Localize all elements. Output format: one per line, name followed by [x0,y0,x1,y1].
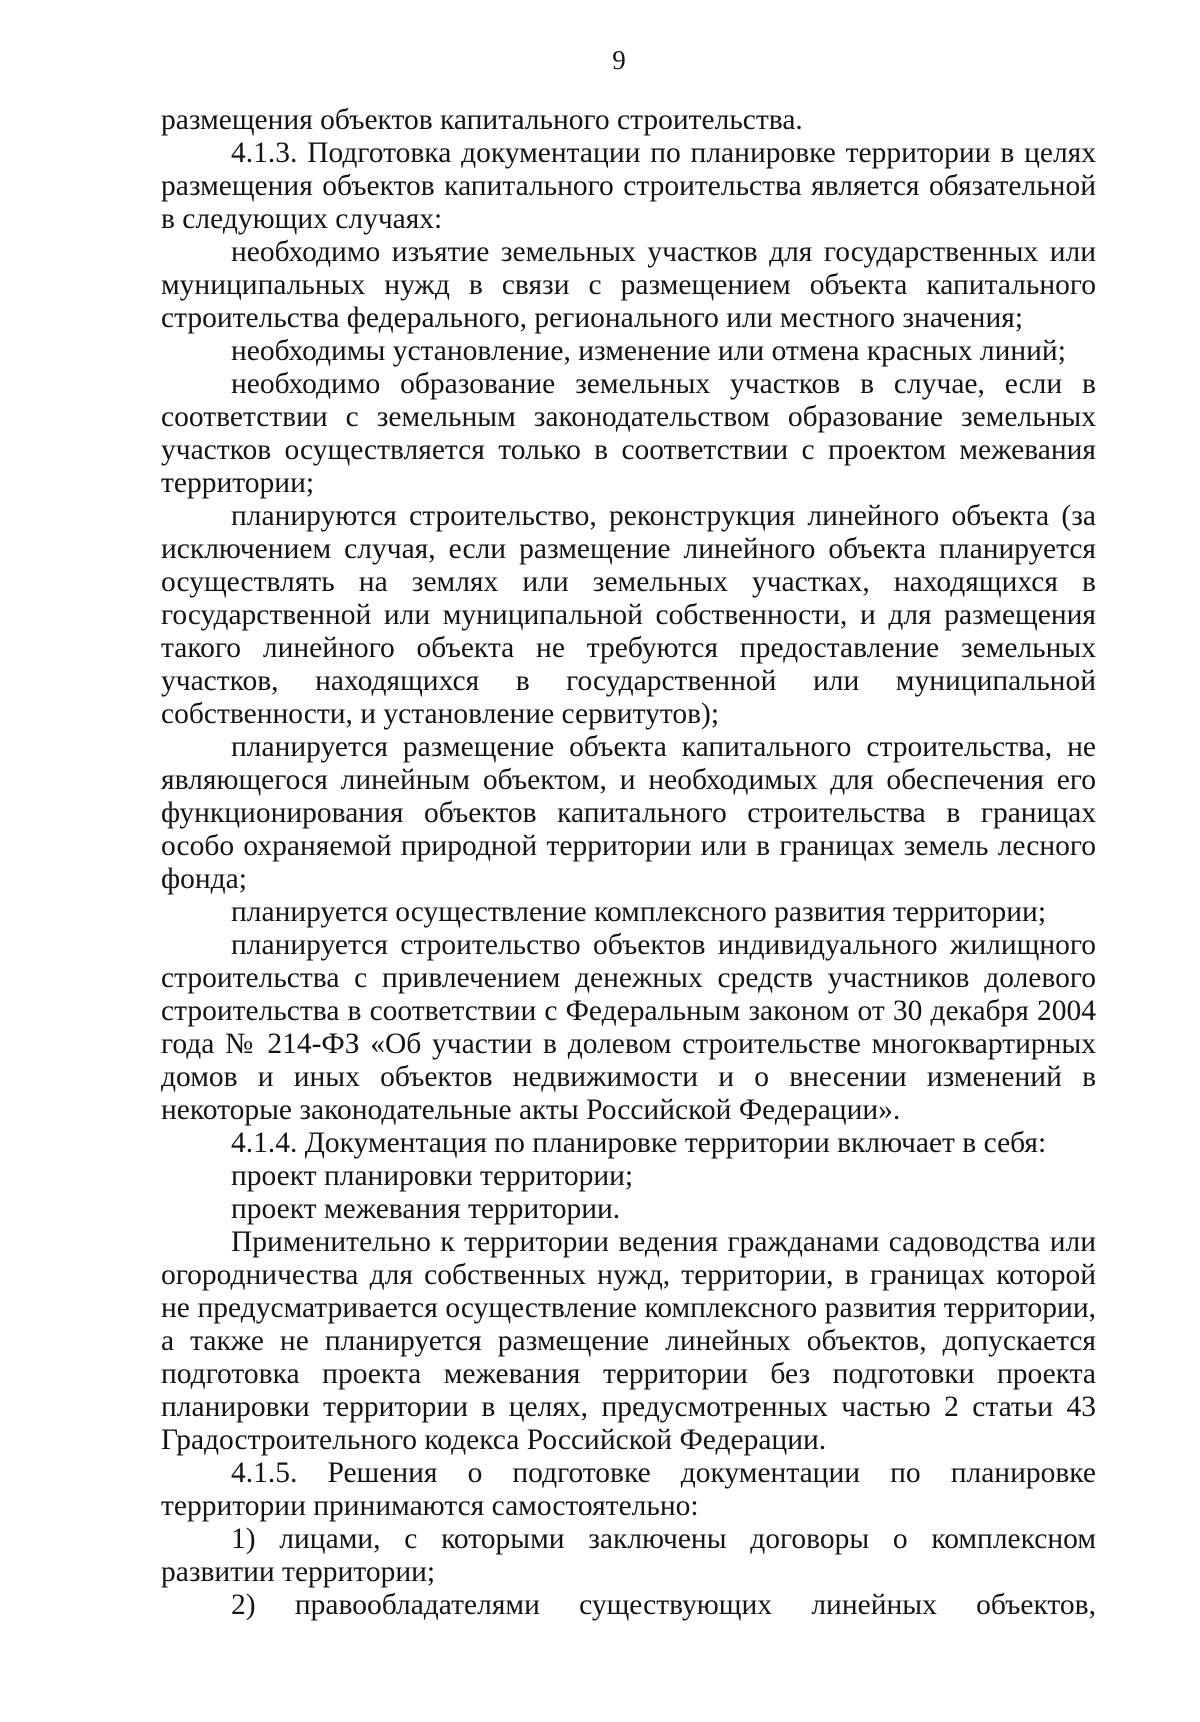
paragraph-gardening-territory: Применительно к территории ведения гражданами садоводства или огородничества для собственных нужд, территории, в границах которой не предусматривается осуществление комплексного развития территории, а также не планируется размещение линейных объектов, допускается подготовка проекта межевания территории без подготовки проекта планировки территории в целях, предусмотренных частью 2 статьи 43 Градостроительного кодекса Российской Федерации. [161,1226,1096,1456]
paragraph-case-red-lines: необходимы установление, изменение или отмена красных линий; [231,335,1066,367]
paragraph-surveying-project: проект межевания территории. [231,1193,621,1225]
paragraph-case-land-formation: необходимо образование земельных участков в случае, если в соответствии с земельным законодательством образование земельных участков осуществляется только в соответствии с проектом межевания территории; [161,368,1096,499]
paragraph-case-land-seizure: необходимо изъятие земельных участков для государственных или муниципальных нужд в связи с размещением объекта капитального строительства федерального, регионального или местного значения; [161,236,1096,334]
paragraph-case-complex-development: планируется осуществление комплексного развития территории; [231,896,1047,928]
paragraph-item-2: 2) правообладателями существующих линейных объектов, [231,1589,1096,1621]
paragraph-case-individual-housing: планируется строительство объектов индивидуального жилищного строительства с привлечением денежных средств участников долевого строительства в соответствии с Федеральным законом от 30 декабря 2004 года № 214-ФЗ «Об участии в долевом строительстве многоквартирных домов и иных объектов недвижимости и о внесении изменений в некоторые законодательные акты Российской Федерации». [161,929,1096,1126]
paragraph-planning-project: проект планировки территории; [231,1160,634,1192]
paragraph-case-protected-territory: планируется размещение объекта капитального строительства, не являющегося линейным объектом, и необходимых для обеспечения его функционирования объектов капитального строительства в границах особо охраняемой природной территории или в границах земель лесного фонда; [161,731,1096,895]
paragraph-4-1-5: 4.1.5. Решения о подготовке документации по планировке территории принимаются самостоятельно: [161,1457,1096,1522]
paragraph-4-1-4: 4.1.4. Документация по планировке территории включает в себя: [231,1127,1047,1159]
paragraph-4-1-3: 4.1.3. Подготовка документации по планировке территории в целях размещения объектов капитального строительства является обязательной в следующих случаях: [161,137,1096,235]
paragraph-item-1: 1) лицами, с которыми заключены договоры о комплексном развитии территории; [161,1523,1096,1588]
paragraph-continuation: размещения объектов капитального строительства. [161,104,803,136]
page-number: 9 [612,45,626,75]
document-body [161,104,1096,1622]
paragraph-case-linear-object: планируются строительство, реконструкция линейного объекта (за исключением случая, если размещение линейного объекта планируется осуществлять на землях или земельных участках, находящихся в государственной или муниципальной собственности, и для размещения такого линейного объекта не требуются предоставление земельных участков, находящихся в государственной или муниципальной собственности, и установление сервитутов); [161,500,1096,730]
